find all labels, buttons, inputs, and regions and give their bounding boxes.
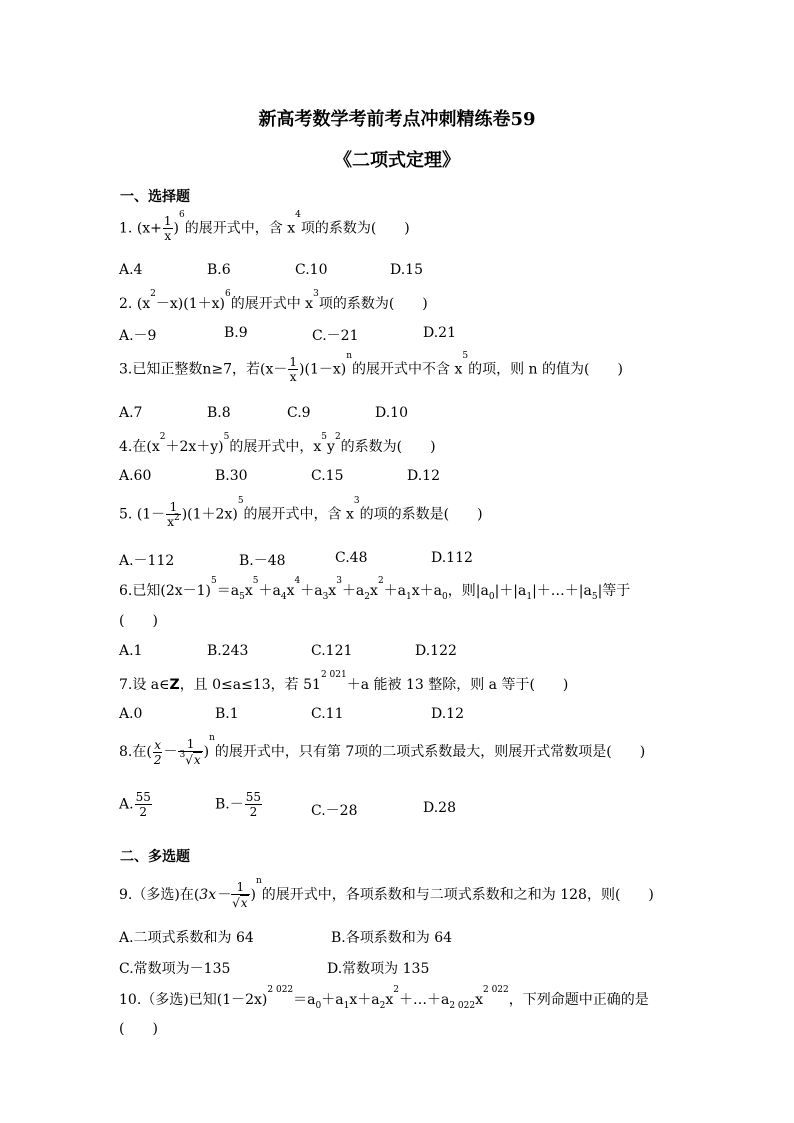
q4-text: y	[327, 439, 335, 455]
q6-text: |等于	[597, 583, 631, 599]
q3-exp: 5	[462, 351, 469, 361]
q5-exp: 3	[353, 496, 360, 506]
question-4	[119, 432, 436, 456]
q8-option-d[interactable]: D.28	[423, 800, 456, 816]
q8-option-b-label: B.－	[215, 796, 244, 813]
question-8	[119, 733, 646, 767]
q3-option-a[interactable]: A.7	[119, 405, 143, 421]
q9-text: )	[250, 887, 256, 903]
q8-option-b-den: 2	[249, 805, 258, 819]
q7-text: ，且 0≤a≤13，若 51	[179, 677, 321, 693]
q2-option-d[interactable]: D.21	[423, 325, 456, 341]
q2-exp: 6	[225, 289, 231, 299]
q8-fraction-cube-root	[178, 737, 202, 767]
q7-text: ＋a 能被 13 整除，则 a 等于( )	[346, 677, 569, 693]
q10-answer-blank: ( )	[119, 1021, 158, 1037]
q5-text: 的项的系数是( )	[359, 506, 483, 523]
q6-exp: 2	[377, 576, 384, 586]
q6-option-d[interactable]: D.122	[415, 643, 457, 659]
q1-frac-den: x	[164, 229, 172, 243]
q6-sub: 5	[239, 592, 245, 602]
q10-text: x＋a	[349, 992, 380, 1008]
q5-text: (1－	[136, 506, 166, 523]
q1-text: )	[173, 220, 180, 237]
q1-option-b[interactable]: B.6	[207, 262, 231, 278]
q6-option-b[interactable]: B.243	[207, 643, 249, 659]
q4-exp: 2	[159, 432, 166, 442]
q6-sub: 2	[364, 592, 371, 602]
q10-text: x	[475, 992, 483, 1008]
q1-option-d[interactable]: D.15	[390, 262, 423, 278]
q9-exp: n	[256, 876, 262, 886]
question-7	[119, 670, 569, 694]
q1-option-c[interactable]: C.10	[295, 262, 328, 278]
q7-exp: 2 021	[320, 670, 347, 680]
q10-text: ＋a	[321, 992, 344, 1008]
q4-text: 4.在(x	[119, 439, 160, 455]
q6-sub: 0	[442, 592, 448, 602]
q9-option-c[interactable]: C.常数项为－135	[119, 961, 231, 977]
q6-text: x＋a	[411, 583, 443, 599]
q9-option-d[interactable]: D.常数项为 135	[327, 961, 430, 977]
q5-text: )(1＋2x)	[181, 506, 238, 523]
q1-text: (x+	[136, 220, 162, 237]
q6-answer-blank: ( )	[119, 613, 158, 629]
q2-text: －x)(1＋x)	[155, 296, 225, 312]
q3-frac-den: x	[289, 370, 297, 384]
q4-text: 的展开式中，x	[229, 439, 322, 455]
q1-exp: 4	[295, 210, 301, 220]
q4-text: ＋2x＋y)	[165, 439, 224, 455]
q9-radicand: x	[240, 896, 248, 910]
q6-exp: 5	[211, 576, 217, 586]
section-single-choice: 一、选择题	[120, 189, 190, 205]
q8-option-a-label: A.	[119, 796, 134, 813]
q7-integer-set: Z	[169, 677, 180, 693]
q10-exp: 2 022	[267, 985, 294, 995]
q9-fraction	[231, 880, 249, 910]
q10-text: 10.（多选)已知(1－2x)	[119, 992, 268, 1008]
q6-text: ＝a	[216, 583, 240, 599]
question-9	[119, 876, 654, 910]
question-3	[119, 351, 623, 384]
q5-number: 5.	[119, 506, 133, 523]
q2-exp: 3	[313, 289, 319, 299]
q6-text: x	[328, 583, 337, 599]
q10-exp: 2	[393, 985, 399, 995]
q8-radicand: x	[193, 753, 201, 767]
q6-text: ＋a	[300, 583, 323, 599]
q4-exp: 5	[223, 432, 230, 442]
q3-frac-num: 1	[289, 355, 298, 369]
q6-text: ＋a	[258, 583, 281, 599]
q8-exp: n	[209, 733, 215, 743]
q6-option-c[interactable]: C.121	[311, 643, 353, 659]
q7-option-c[interactable]: C.11	[311, 706, 344, 722]
q3-option-b[interactable]: B.8	[207, 405, 231, 421]
q8-option-a[interactable]	[119, 790, 153, 819]
page-title: 新高考数学考前考点冲刺精练卷59	[258, 109, 536, 130]
q2-option-a[interactable]: A.－9	[119, 328, 157, 344]
q3-exp: n	[346, 351, 353, 361]
q6-text: |＋…＋|a	[532, 583, 592, 599]
q5-option-a[interactable]: A.－112	[119, 553, 175, 569]
q6-sub: 0	[488, 592, 495, 602]
q8-option-b[interactable]	[215, 790, 263, 819]
q1-option-a[interactable]: A.4	[119, 262, 143, 278]
q5-frac-den	[166, 515, 181, 529]
q10-text: ＋…＋a	[398, 992, 450, 1008]
q6-text: ＋a	[341, 583, 365, 599]
q6-exp: 5	[252, 576, 259, 586]
q2-number: 2.	[119, 296, 133, 312]
q5-frac-den-exp: 2	[173, 513, 180, 523]
q2-text: 项的系数为( )	[318, 296, 428, 312]
q8-root-index: 3	[179, 750, 186, 760]
q9-option-b[interactable]: B.各项系数和为 64	[331, 930, 453, 946]
q3-option-c[interactable]: C.9	[287, 405, 311, 421]
q7-text: 7.设 a∈	[119, 677, 170, 693]
q1-frac-num: 1	[163, 214, 172, 228]
q6-sub: 4	[280, 592, 287, 602]
q5-option-d[interactable]: D.112	[431, 550, 473, 566]
q8-option-a-num: 55	[135, 790, 151, 804]
q6-sub: 3	[322, 592, 329, 602]
q6-sub: 5	[591, 592, 598, 602]
q10-sub: 2 022	[449, 1001, 476, 1011]
question-10	[119, 985, 649, 1011]
q5-option-c[interactable]: C.48	[335, 550, 368, 566]
q8-text: )	[203, 744, 210, 760]
question-1	[119, 210, 410, 243]
q4-option-a[interactable]: A.60	[119, 468, 152, 484]
q2-text: (x	[136, 296, 151, 312]
q3-fraction	[288, 355, 298, 384]
q8-frac1-num: x	[154, 737, 162, 752]
q6-text: |＋|a	[494, 583, 527, 599]
q6-option-a[interactable]: A.1	[119, 643, 143, 659]
q4-option-c[interactable]: C.15	[311, 468, 344, 484]
q8-text: 的展开式中，只有第 7项的二项式系数最大，则展开式常数项是( )	[214, 744, 646, 760]
q8-option-a-fraction	[135, 790, 152, 819]
q7-option-d[interactable]: D.12	[431, 706, 464, 722]
q5-frac-den-base: x	[167, 515, 174, 529]
q10-exp: 2 022	[482, 985, 509, 995]
q4-option-b[interactable]: B.30	[215, 468, 248, 484]
question-5	[119, 496, 483, 529]
q2-option-b[interactable]: B.9	[224, 325, 248, 341]
q4-exp: 2	[334, 432, 341, 442]
q9-text: 9.（多选)在(	[119, 887, 200, 903]
q9-text: 的展开式中，各项系数和与二项式系数和之和为 128，则( )	[261, 887, 654, 903]
q6-exp: 3	[336, 576, 342, 586]
q3-text: 3.已知正整数n≥7，若(x－	[119, 361, 288, 378]
q10-sub: 0	[315, 1001, 322, 1011]
q9-text: 3x－	[199, 887, 231, 903]
q6-text: ＋a	[383, 583, 407, 599]
q10-sub: 2	[379, 1001, 386, 1011]
q9-frac-den: √x	[232, 896, 248, 910]
q2-text: 的展开式中 x	[230, 296, 314, 312]
q5-exp: 5	[237, 496, 244, 506]
q3-option-d[interactable]: D.10	[375, 405, 408, 421]
q8-frac1-den: 2	[153, 752, 162, 767]
q1-number: 1.	[119, 220, 133, 237]
q5-option-b[interactable]: B.－48	[239, 553, 286, 569]
q9-option-a[interactable]: A.二项式系数和为 64	[119, 930, 254, 946]
q1-fraction	[163, 214, 173, 243]
q6-text: ，则|a	[447, 583, 489, 599]
q5-fraction	[166, 500, 181, 529]
q2-option-c[interactable]: C.－21	[312, 328, 359, 344]
q8-text: －	[163, 744, 178, 760]
q8-frac2-num: 1	[178, 737, 202, 752]
q8-fraction-x-over-2	[153, 738, 163, 767]
q7-option-a[interactable]: A.0	[119, 706, 143, 722]
q5-frac-num: 1	[166, 500, 181, 515]
page-subtitle: 《二项式定理》	[334, 150, 460, 171]
q6-text: x	[370, 583, 378, 599]
q10-text: ，下列命题中正确的是	[508, 992, 649, 1008]
section-multi-choice: 二、多选题	[120, 849, 190, 865]
q8-text: 8.在(	[119, 744, 152, 760]
q9-frac-num: 1	[231, 880, 249, 895]
q1-text: 项的系数为( )	[300, 220, 410, 237]
q6-sub: 1	[526, 592, 533, 602]
q10-text: ＝a	[293, 992, 316, 1008]
question-6	[119, 576, 631, 602]
q6-text: x	[286, 583, 295, 599]
q1-exp: 6	[179, 210, 185, 220]
q7-option-b[interactable]: B.1	[215, 706, 239, 722]
q3-text: 的展开式中不含 x	[352, 361, 463, 378]
q4-exp: 5	[321, 432, 328, 442]
q3-text: )(1－x)	[299, 361, 347, 378]
q6-sub: 1	[406, 592, 412, 602]
q8-option-c[interactable]: C.－28	[311, 803, 358, 819]
q1-text: 的展开式中，含 x	[184, 220, 296, 237]
q8-option-b-num: 55	[245, 790, 262, 804]
q2-exp: 2	[150, 289, 156, 299]
q4-option-d[interactable]: D.12	[407, 468, 440, 484]
q6-exp: 4	[294, 576, 301, 586]
q4-text: 的系数为( )	[340, 439, 436, 455]
q8-option-b-fraction	[245, 790, 262, 819]
q6-text: 6.已知(2x－1)	[119, 583, 211, 599]
q8-option-a-den: 2	[139, 805, 148, 819]
q10-text: x	[385, 992, 394, 1008]
question-2	[119, 289, 428, 313]
q8-frac2-den: $^3$√x	[179, 750, 201, 767]
q6-text: x	[244, 583, 253, 599]
q3-text: 的项，则 n 的值为( )	[468, 361, 623, 378]
q5-text: 的展开式中，含 x	[243, 506, 354, 523]
q10-sub: 1	[343, 1001, 350, 1011]
